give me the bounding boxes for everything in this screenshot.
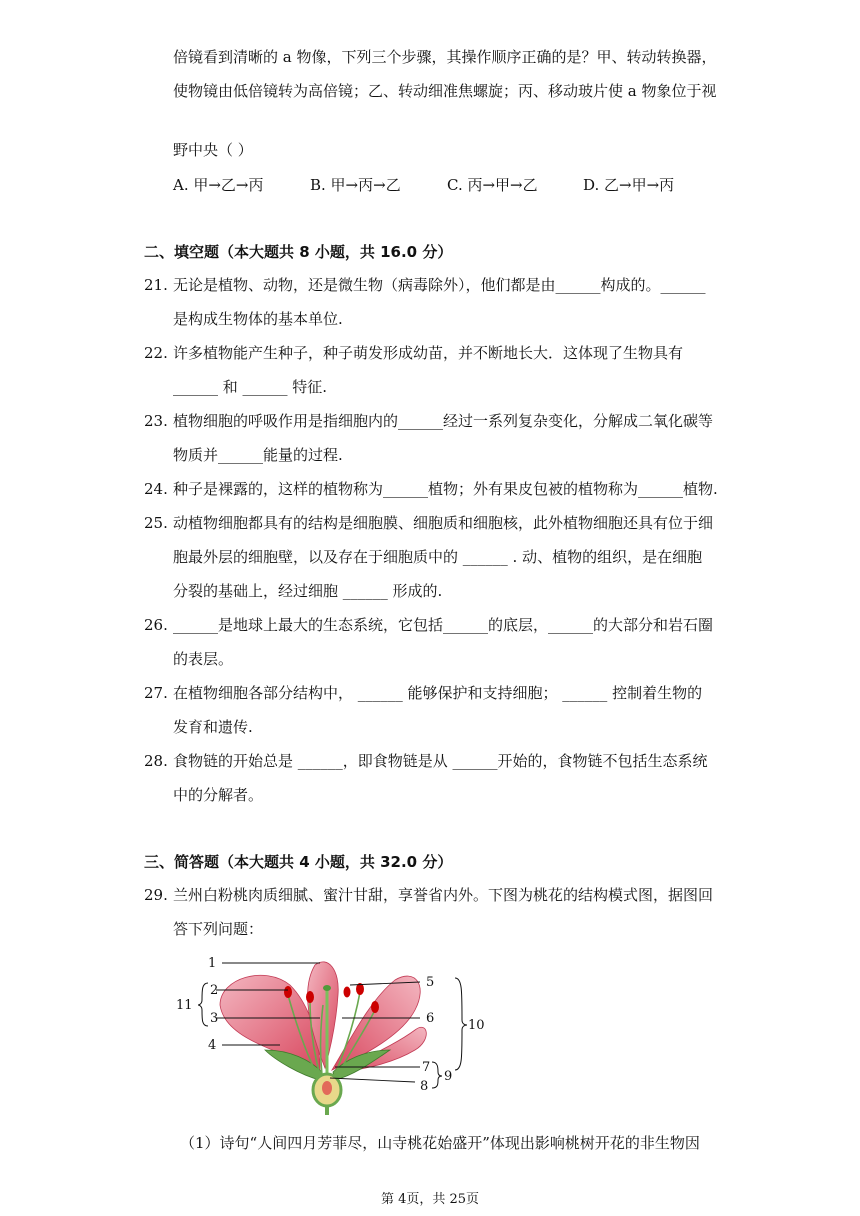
question-number: 24. xyxy=(144,480,168,498)
label-6: 6 xyxy=(426,1011,435,1026)
label-2: 2 xyxy=(210,983,219,998)
question-number: 29. xyxy=(144,886,168,904)
question-29-sub-1: （1）诗句“人间四月芳菲尽，山寺桃花始盛开”体现出影响桃树开花的非生物因 xyxy=(180,1134,700,1152)
question-21-line-2: 是构成生物体的基本单位. xyxy=(173,310,343,328)
question-number: 21. xyxy=(144,276,168,294)
label-4: 4 xyxy=(208,1038,217,1053)
label-11: 11 xyxy=(176,998,193,1013)
question-text: 在植物细胞各部分结构中， ______ 能够保护和支持细胞； ______ 控制着生物的 xyxy=(173,684,703,702)
ovule xyxy=(322,1081,332,1095)
option-a: A. 甲→乙→丙 xyxy=(173,176,264,194)
question-text: 许多植物能产生种子，种子萌发形成幼苗，并不断地长大．这体现了生物具有 xyxy=(173,344,684,362)
question-number: 22. xyxy=(144,344,168,362)
label-1: 1 xyxy=(208,956,217,971)
question-number: 23. xyxy=(144,412,168,430)
option-c: C. 丙→甲→乙 xyxy=(447,176,538,194)
question-22-line-2: ______ 和 ______ 特征. xyxy=(173,378,328,396)
question-text: ______是地球上最大的生态系统，它包括______的底层，______的大部分和岩石圈 xyxy=(173,616,714,634)
label-3: 3 xyxy=(210,1011,219,1026)
label-7: 7 xyxy=(422,1060,431,1075)
prev-question-line-3: 野中央（ ） xyxy=(173,141,253,159)
label-9: 9 xyxy=(444,1069,453,1084)
question-23-line-2: 物质并______能量的过程. xyxy=(173,446,343,464)
question-25-line-2: 胞最外层的细胞壁，以及存在于细胞质中的 ______ . 动、植物的组织，是在细胞 xyxy=(173,548,703,566)
question-text: 食物链的开始总是 ______，即食物链是从 ______开始的，食物链不包括生态系统 xyxy=(173,752,708,770)
label-10: 10 xyxy=(468,1018,485,1033)
prev-question-options xyxy=(173,174,733,194)
question-text: 动植物细胞都具有的结构是细胞膜、细胞质和细胞核，此外植物细胞还具有位于细 xyxy=(173,514,714,532)
question-text: 种子是裸露的，这样的植物称为______植物；外有果皮包被的植物称为______植物. xyxy=(173,480,718,498)
question-text: 兰州白粉桃肉质细腻、蜜汁甘甜，享誉省内外。下图为桃花的结构模式图，据图回 xyxy=(173,886,714,904)
prev-question-line-2: 使物镜由低倍镜转为高倍镜；乙、转动细准焦螺旋；丙、移动玻片使 a 物象位于视 xyxy=(173,82,717,100)
label-8: 8 xyxy=(420,1079,429,1094)
question-number: 28. xyxy=(144,752,168,770)
question-number: 27. xyxy=(144,684,168,702)
bracket-9 xyxy=(432,1062,442,1088)
section-title-fill-blank: 二、填空题（本大题共 8 小题，共 16.0 分） xyxy=(144,243,453,261)
bracket-11 xyxy=(198,983,208,1026)
option-b: B. 甲→丙→乙 xyxy=(310,176,401,194)
question-text: 植物细胞的呼吸作用是指细胞内的______经过一系列复杂变化，分解成二氧化碳等 xyxy=(173,412,714,430)
question-27-line-2: 发育和遗传. xyxy=(173,718,253,736)
question-number: 26. xyxy=(144,616,168,634)
option-d: D. 乙→甲→丙 xyxy=(583,176,675,194)
section-title-short-answer: 三、简答题（本大题共 4 小题，共 32.0 分） xyxy=(144,853,453,871)
question-29-line-2: 答下列问题： xyxy=(173,920,264,938)
question-number: 25. xyxy=(144,514,168,532)
stigma xyxy=(323,985,331,991)
label-5: 5 xyxy=(426,975,435,990)
left-petal xyxy=(220,975,320,1070)
peach-flower-diagram xyxy=(170,950,500,1115)
prev-question-line-1: 倍镜看到清晰的 a 物像，下列三个步骤，其操作顺序正确的是？甲、转动转换器， xyxy=(173,48,717,66)
bracket-10 xyxy=(455,978,467,1070)
question-28-line-2: 中的分解者。 xyxy=(173,786,264,804)
page-footer: 第 4页，共 25页 xyxy=(380,1192,480,1207)
question-26-line-2: 的表层。 xyxy=(173,650,234,668)
question-25-line-3: 分裂的基础上，经过细胞 ______ 形成的. xyxy=(173,582,443,600)
question-text: 无论是植物、动物，还是微生物（病毒除外），他们都是由______构成的。______ xyxy=(173,276,706,294)
